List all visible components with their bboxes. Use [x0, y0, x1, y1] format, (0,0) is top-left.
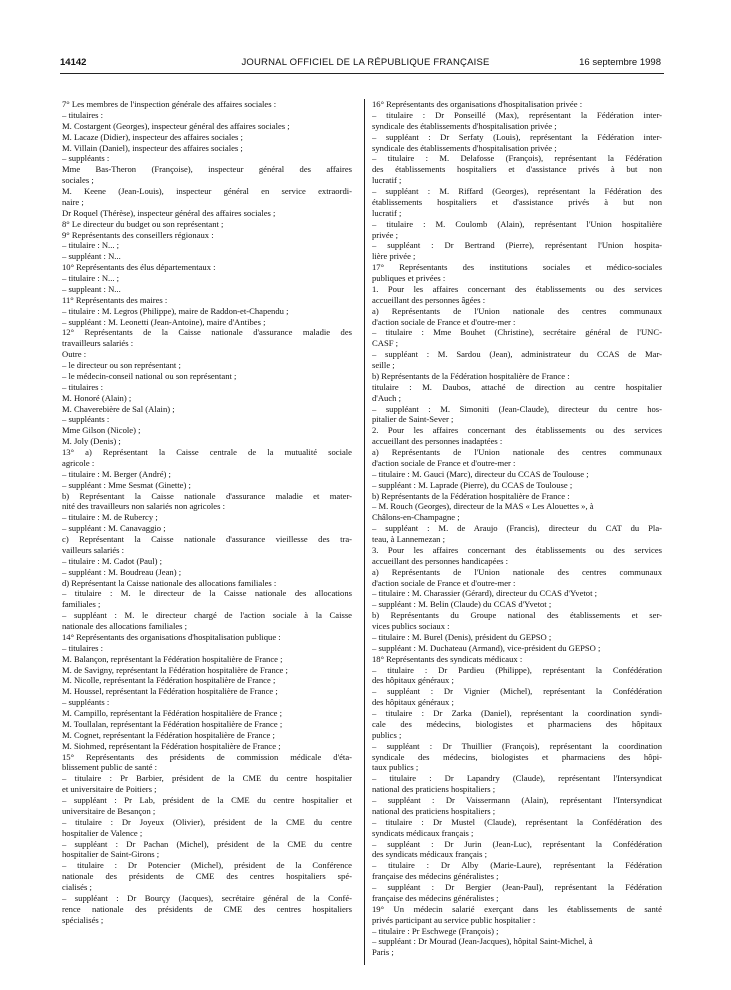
text-line: – titulaire : Dr Joyeux (Olivier), président de la CME du centre	[62, 816, 352, 827]
text-line: – suppléant : M. Simoniti (Jean-Claude), directeur du centre hos-	[372, 403, 662, 414]
text-line: – suppléants :	[62, 414, 110, 425]
text-line: d'action sociale de France et d'outre-mer :	[372, 577, 516, 588]
text-line: – suppléant : M. le directeur chargé de l'action sociale à la Caisse	[62, 610, 352, 621]
text-line: teau, à Lannemezan ;	[372, 534, 446, 544]
text-line: – suppléant : Dr Vignier (Michel), représentant la Confédération	[372, 686, 662, 697]
text-line: – titulaires :	[62, 642, 104, 653]
text-line: accueillant des personnes handicapées :	[372, 555, 509, 566]
text-line: – suppléant : Mme Sesmat (Ginette) ;	[62, 479, 191, 490]
text-line: lucratif ;	[372, 207, 402, 218]
text-line: M. Nicolle, représentant la Fédération hospitalière de France ;	[62, 675, 276, 686]
text-line: publics ;	[372, 729, 402, 740]
text-line: 14° Représentants des organisations d'hospitalisation publique :	[62, 631, 281, 642]
text-line: – titulaire : N... ;	[62, 240, 120, 251]
text-line: – titulaire : Dr Mustel (Claude), représentant la Confédération des	[372, 816, 662, 827]
text-line: – suppléant : Dr Pachan (Michel), président de la CME du centre	[62, 838, 352, 849]
text-line: 12° Représentants de la Caisse nationale d'assurance maladie des	[62, 327, 352, 338]
text-line: rence nationale des présidents de CME des centres hospitaliers	[62, 903, 352, 914]
text-line: – suppléant : M. Riffard (Georges), représentant la Fédération des	[372, 186, 662, 196]
text-line: – suppléant : Dr Bergier (Jean-Paul), représentant la Fédération	[372, 882, 662, 892]
text-line: – suppleant : N...	[62, 283, 121, 294]
text-line: vices publics sociaux :	[372, 621, 450, 631]
page-header-title: JOURNAL OFFICIEL DE LA RÉPUBLIQUE FRANÇAISE	[241, 57, 490, 68]
text-line: vailleurs salariés :	[62, 544, 125, 555]
text-line: nationale des allocations familiales ;	[62, 621, 188, 631]
text-line: des syndicats médicaux français ;	[372, 849, 488, 860]
text-line: 11° Représentants des maires :	[62, 294, 168, 305]
text-line: 2. Pour les affaires concernant des établissements ou des services	[372, 425, 662, 436]
text-line: Outre :	[62, 349, 87, 360]
text-line: taux publics ;	[372, 762, 419, 773]
text-line: national des praticiens hospitaliers ;	[372, 784, 496, 795]
text-line: sociales ;	[62, 175, 94, 186]
text-line: – titulaire : M. Delafosse (François), représentant la Fédération	[372, 153, 662, 164]
text-line: spécialisés ;	[62, 914, 104, 925]
text-line: accueillant des personnes inadaptées :	[372, 436, 503, 447]
text-line: M. Houssel, représentant la Fédération hospitalière de France ;	[62, 686, 278, 697]
text-line: seille ;	[372, 360, 395, 370]
text-line: Châlons-en-Champagne ;	[372, 512, 460, 523]
text-line: d'Auch ;	[372, 392, 401, 403]
text-line: nationale des présidents de CME des centres hospitaliers spé-	[62, 871, 352, 882]
text-line: – suppléant : Dr Vaissermann (Alain), représentant l'Intersyndicat	[372, 795, 662, 805]
text-line: – suppléant : Pr Lab, président de la CME du centre hospitalier et	[62, 795, 352, 805]
text-line: française des médecins généralistes ;	[372, 892, 499, 903]
text-line: – suppléant : M. de Araujo (Francis), directeur du CAT du Pla-	[372, 523, 662, 534]
text-line: M. Joly (Denis) ;	[62, 436, 121, 447]
text-line: – titulaire : M. de Rubercy ;	[62, 512, 158, 523]
text-line: – titulaire : Dr Alby (Marie-Laure), représentant la Fédération	[372, 860, 662, 871]
column-divider	[364, 99, 365, 965]
text-line: nité des travailleurs non salariés non agricoles :	[62, 501, 225, 512]
text-line: lière privée ;	[372, 251, 416, 262]
text-line: privée ;	[372, 229, 399, 240]
text-line: – suppléant : M. Canavaggio ;	[62, 523, 166, 534]
text-line: – suppléant : N...	[62, 251, 121, 262]
text-line: – suppléant : Dr Bertrand (Pierre), représentant l'Union hospita-	[372, 240, 662, 251]
text-line: – titulaire : Pr Barbier, président de la CME du centre hospitalier	[62, 773, 352, 784]
text-line: titulaire : M. Daubos, attaché de direction au centre hospitalier	[372, 381, 662, 392]
text-line: c) Représentant la Caisse nationale d'assurance vieillesse des tra-	[62, 534, 352, 544]
text-line: – suppléant : M. Belin (Claude) du CCAS d'Yvetot ;	[372, 599, 552, 610]
text-line: – titulaire : Pr Eschwege (François) ;	[372, 925, 499, 936]
text-line: M. Costargent (Georges), inspecteur général des affaires sociales ;	[62, 120, 290, 131]
text-line: 10° Représentants des élus départementaux :	[62, 262, 216, 273]
text-line: – titulaire : Dr Ponseillé (Max), représentant la Fédération inter-	[372, 109, 662, 120]
text-line: 8° Le directeur du budget ou son représentant ;	[62, 218, 224, 229]
text-line: 9° Représentants des conseillers régionaux :	[62, 229, 214, 240]
text-line: M. de Savigny, représentant la Fédération hospitalière de France ;	[62, 664, 288, 675]
text-line: des hôpitaux généraux ;	[372, 697, 454, 708]
text-line: M. Siohmed, représentant la Fédération hospitalière de France ;	[62, 740, 281, 751]
text-line: – titulaires :	[62, 381, 104, 392]
text-line: M. Cognet, représentant la Fédération hospitalière de France ;	[62, 729, 275, 740]
text-line: M. Balançon, représentant la Fédération hospitalière de France ;	[62, 653, 283, 664]
text-line: M. Villain (Daniel), inspecteur des affaires sociales ;	[62, 142, 243, 153]
text-line: a) Représentants de l'Union nationale des centres communaux	[372, 447, 662, 457]
text-line: a) Représentants de l'Union nationale des centres communaux	[372, 566, 662, 577]
text-line: – suppléants :	[62, 697, 110, 708]
text-line: des établissements hospitaliers et d'assistance privés à but non	[372, 164, 662, 175]
page-header-date: 16 septembre 1998	[579, 57, 661, 68]
text-line: privés participant au service public hospitalier :	[372, 914, 536, 925]
text-line: a) Représentants de l'Union nationale des centres communaux	[372, 305, 662, 316]
text-line: d'action sociale de France et d'outre-mer :	[372, 316, 516, 327]
text-line: b) Représentants du Groupe national des établissements et ser-	[372, 610, 662, 621]
text-line: b) Représentant la Caisse nationale d'assurance maladie et mater-	[62, 490, 352, 501]
text-line: cialisés ;	[62, 882, 92, 892]
text-line: 16° Représentants des organisations d'hospitalisation privée :	[372, 99, 583, 109]
text-line: française des médecins généralistes ;	[372, 871, 499, 882]
text-line: – titulaires :	[62, 109, 104, 120]
text-line: – suppléant : Dr Bourçy (Jacques), secrétaire général de la Confé-	[62, 892, 352, 903]
text-line: d'action sociale de France et d'outre-mer :	[372, 457, 516, 468]
text-line: hospitalier de Valence ;	[62, 827, 143, 838]
text-line: – suppléant : Dr Jurin (Jean-Luc), représentant la Confédération	[372, 838, 662, 849]
text-line: – titulaire : M. le directeur de la Caisse nationale des allocations	[62, 588, 352, 599]
text-line: agricole :	[62, 457, 95, 468]
text-line: 15° Représentants des présidents de commission médicale d'éta-	[62, 751, 352, 762]
text-line: accueillant des personnes âgées :	[372, 294, 486, 305]
text-line: M. Toullalan, représentant la Fédération hospitalière de France ;	[62, 718, 283, 729]
text-line: publiques et privées :	[372, 273, 446, 283]
text-line: M. Campillo, représentant la Fédération hospitalière de France ;	[62, 708, 283, 718]
text-line: syndicale des établissements d'hospitalisation privée ;	[372, 120, 557, 131]
text-line: Mme Bas-Theron (Françoise), inspecteur général des affaires	[62, 164, 352, 175]
text-line: – titulaire : Mme Bouhet (Christine), secrétaire général de l'UNC-	[372, 327, 662, 338]
header-rule	[60, 73, 664, 74]
text-line: – suppléant : M. Boudreau (Jean) ;	[62, 566, 182, 577]
text-line: M. Honoré (Alain) ;	[62, 392, 132, 403]
text-line: et universitaire de Poitiers ;	[62, 784, 157, 795]
text-line: – titulaire : Dr Potencier (Michel), président de la Conférence	[62, 860, 352, 871]
text-line: blissement public de santé :	[62, 762, 157, 773]
text-line: pitalier de Saint-Sever ;	[372, 414, 454, 425]
text-line: hospitalier de Saint-Girons ;	[62, 849, 160, 860]
text-line: d) Représentant la Caisse nationale des allocations familiales :	[62, 577, 277, 588]
text-line: – suppléant : M. Duchateau (Armand), vice-président du GEPSO ;	[372, 642, 601, 653]
text-line: – le directeur ou son représentant ;	[62, 360, 181, 370]
page-number: 14142	[60, 57, 87, 68]
text-line: – suppléant : M. Laprade (Pierre), du CCAS de Toulouse ;	[372, 479, 573, 490]
text-line: établissements hospitaliers et d'assistance privés à but non	[372, 196, 662, 207]
text-line: 13° a) Représentant la Caisse centrale de la mutualité sociale	[62, 447, 352, 457]
text-line: 1. Pour les affaires concernant des établissements ou des services	[372, 283, 662, 294]
text-line: lucratif ;	[372, 175, 402, 186]
text-line: – titulaire : M. Gauci (Marc), directeur du CCAS de Toulouse ;	[372, 468, 589, 479]
text-line: syndicale des établissements d'hospitalisation privée ;	[372, 142, 557, 153]
text-line: – suppléants :	[62, 153, 110, 164]
text-line: universitaire de Besançon ;	[62, 805, 156, 816]
text-line: – le médecin-conseil national ou son représentant ;	[62, 370, 237, 381]
text-line: – titulaire : M. Cadot (Paul) ;	[62, 555, 163, 566]
text-line: b) Représentants de la Fédération hospitalière de France :	[372, 490, 570, 501]
text-line: travailleurs salariés :	[62, 338, 134, 349]
text-line: naire ;	[62, 196, 84, 207]
text-line: – suppléant : Dr Serfaty (Louis), représentant la Fédération inter-	[372, 131, 662, 142]
text-line: – titulaire : Dr Zarka (Daniel), représentant la coordination syndi-	[372, 708, 662, 718]
text-line: cale des médecins, biologistes et pharmaciens des hôpitaux	[372, 718, 662, 729]
text-line: – titulaire : M. Burel (Denis), président du GEPSO ;	[372, 631, 552, 642]
text-line: M. Keene (Jean-Louis), inspecteur général en service extraordi-	[62, 186, 352, 196]
text-line: des hôpitaux généraux ;	[372, 675, 454, 686]
text-line: – titulaire : M. Legros (Philippe), maire de Raddon-et-Chapendu ;	[62, 305, 289, 316]
text-line: – titulaire : M. Charassier (Gérard), directeur du CCAS d'Yvetot ;	[372, 588, 598, 599]
text-line: national des praticiens hospitaliers ;	[372, 805, 496, 816]
text-line: – suppléant : M. Leonetti (Jean-Antoine), maire d'Antibes ;	[62, 316, 266, 327]
text-line: M. Lacaze (Didier), inspecteur des affaires sociales ;	[62, 131, 243, 142]
text-line: – suppléant : Dr Thuillier (François), représentant la coordination	[372, 740, 662, 751]
right-text-column	[372, 99, 662, 958]
text-line: – suppléant : Dr Mourad (Jean-Jacques), hôpital Saint-Michel, à	[372, 936, 593, 947]
text-line: – M. Rouch (Georges), directeur de la MAS « Les Alouettes », à	[372, 501, 594, 512]
text-line: b) Représentants de la Fédération hospitalière de France :	[372, 370, 570, 381]
text-line: syndicats médicaux français ;	[372, 827, 474, 838]
text-line: familiales ;	[62, 599, 101, 610]
text-line: 19° Un médecin salarié exerçant dans les établissements de santé	[372, 903, 662, 914]
text-line: 17° Représentants des institutions sociales et médico-sociales	[372, 262, 662, 273]
text-line: – suppléant : M. Sardou (Jean), administrateur du CCAS de Mar-	[372, 349, 662, 360]
text-line: Paris ;	[372, 947, 394, 958]
text-line: CASF ;	[372, 338, 399, 349]
text-line: – titulaire : M. Coulomb (Alain), représentant l'Union hospitalière	[372, 218, 662, 229]
left-text-column	[62, 99, 352, 926]
text-line: – titulaire : Dr Lapandry (Claude), représentant l'Intersyndicat	[372, 773, 662, 784]
text-line: M. Chaverebière de Sal (Alain) ;	[62, 403, 175, 414]
text-line: Dr Roquel (Thérèse), inspecteur général des affaires sociales ;	[62, 207, 276, 218]
text-line: 3. Pour les affaires concernant des établissements ou des services	[372, 544, 662, 555]
text-line: 18° Représentants des syndicats médicaux :	[372, 653, 523, 664]
text-line: – titulaire : M. Berger (André) ;	[62, 468, 171, 479]
text-line: – titulaire : Dr Pardieu (Philippe), représentant la Confédération	[372, 664, 662, 675]
text-line: syndicale des médecins, biologistes et pharmaciens des hôpi-	[372, 751, 662, 762]
text-line: – titulaire : N... ;	[62, 273, 120, 283]
text-line: 7° Les membres de l'inspection générale des affaires sociales :	[62, 99, 277, 109]
text-line: Mme Gilson (Nicole) ;	[62, 425, 141, 436]
